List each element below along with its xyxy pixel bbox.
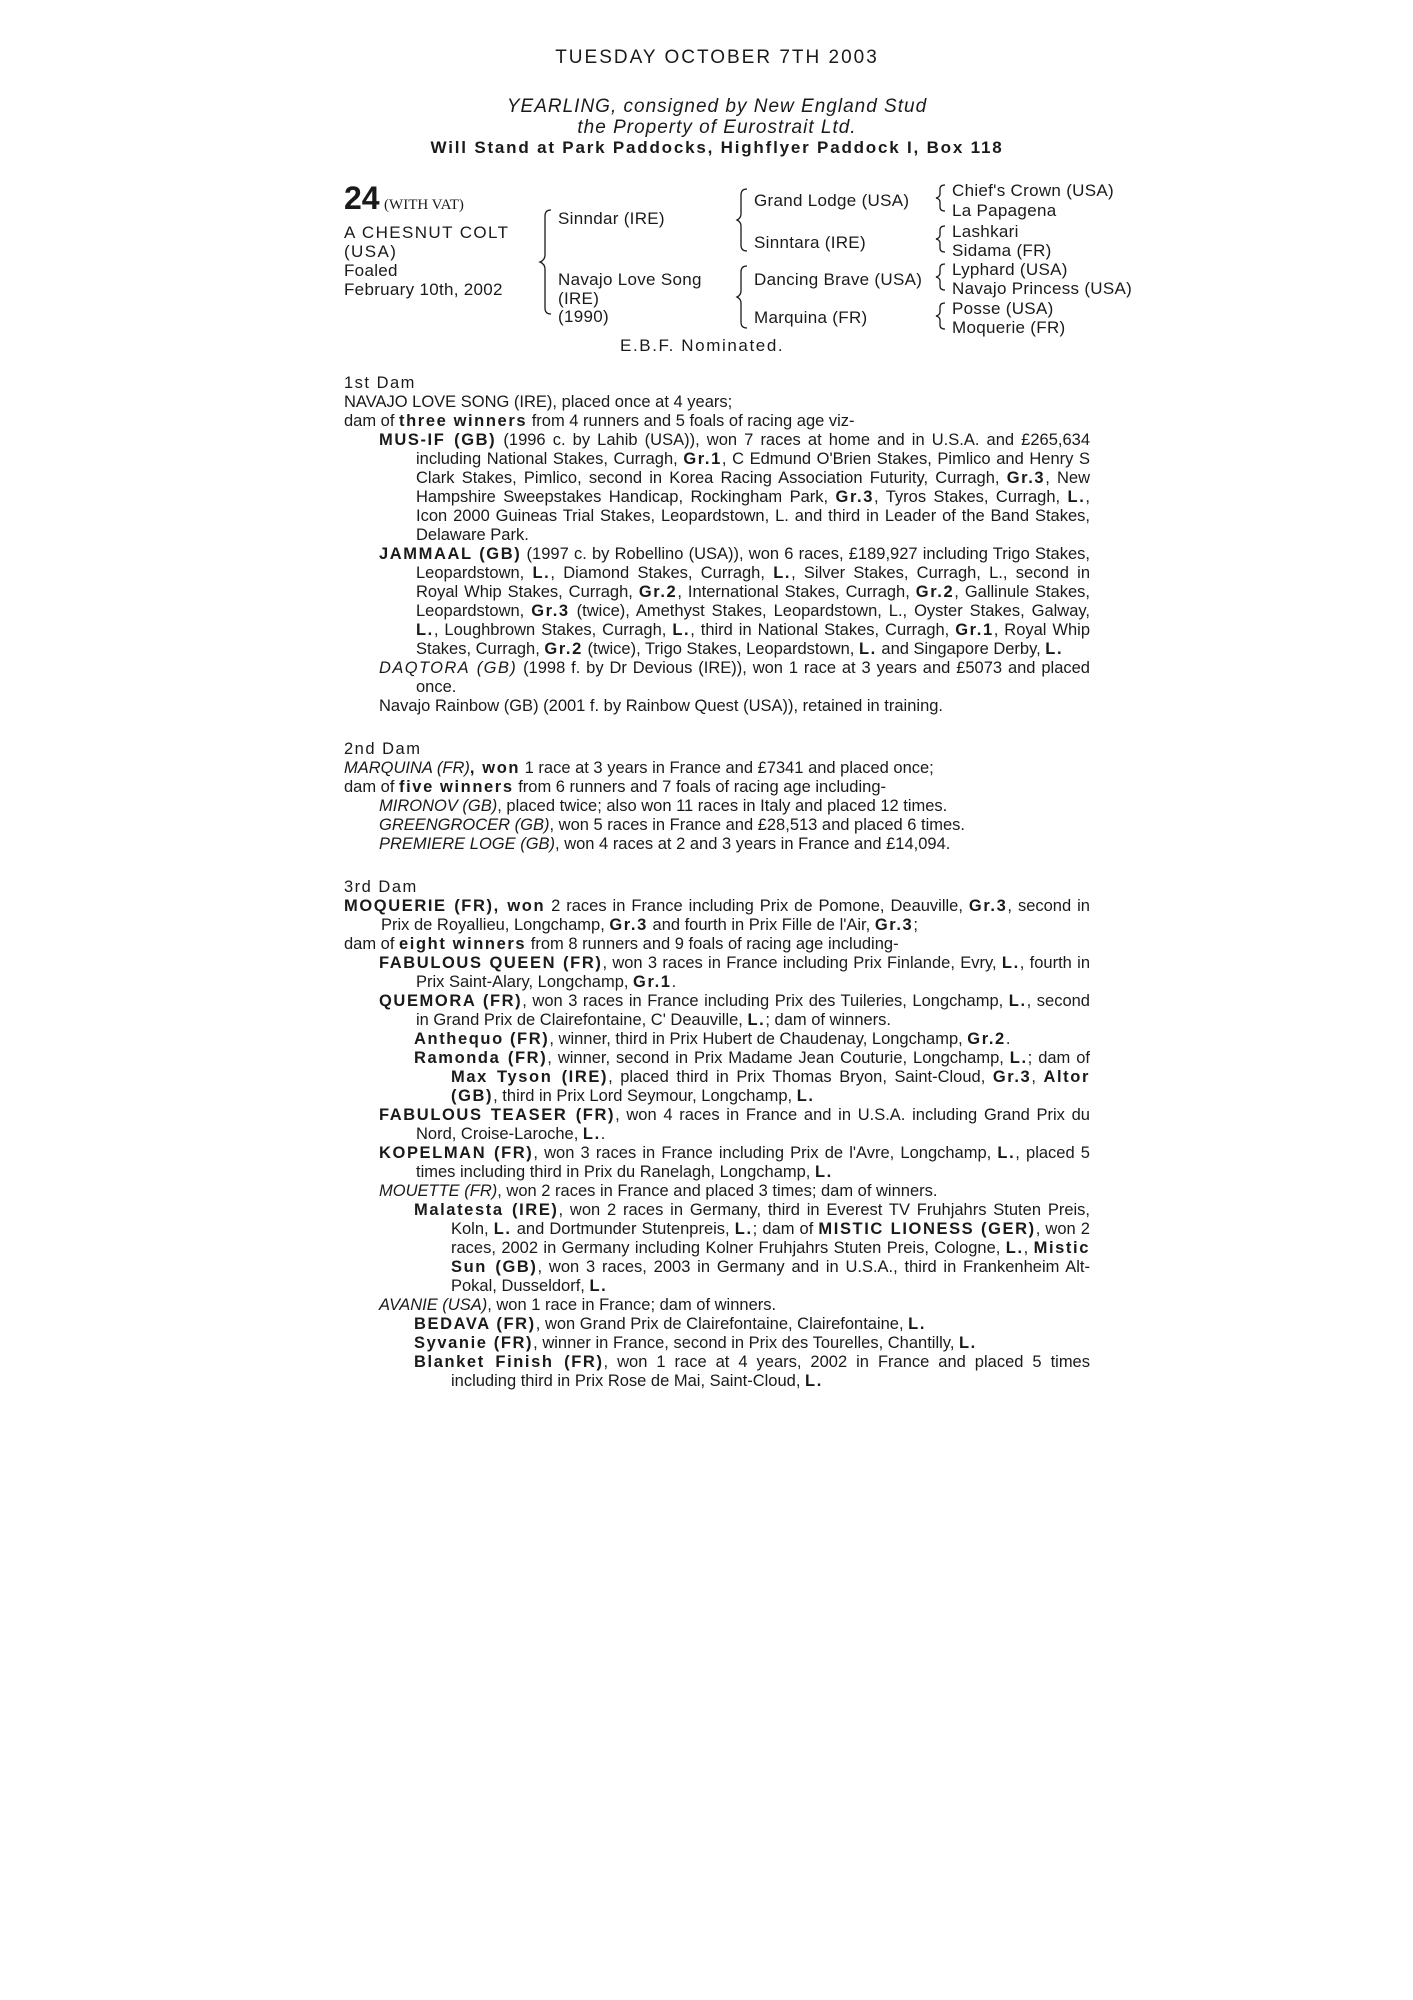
entry-mouette: MOUETTE (FR), won 2 races in France and placed 3 times; dam of winners. <box>379 1182 938 1200</box>
second-dam-line: MARQUINA (FR), won 1 race at 3 years in France and £7341 and placed once; <box>344 759 934 777</box>
sale-date: TUESDAY OCTOBER 7TH 2003 <box>555 47 879 68</box>
dds: Posse (USA) <box>952 299 1054 318</box>
dsd: Navajo Princess (USA) <box>952 279 1133 298</box>
lot-origin: (USA) <box>344 242 398 261</box>
first-dam-heading: 1st Dam <box>344 374 416 392</box>
second-dam-summary: dam of five winners from 6 runners and 7 foals of racing age including- <box>344 778 886 796</box>
ddd: Moquerie (FR) <box>952 318 1066 337</box>
entry-anthequo: Anthequo (FR), winner, third in Prix Hubert de Chaudenay, Longchamp, Gr.2. <box>414 1030 1011 1048</box>
sss: Chief's Crown (USA) <box>952 181 1114 200</box>
dam-name: Navajo Love Song <box>558 270 702 289</box>
sdd: Sidama (FR) <box>952 241 1052 260</box>
entry-daqtora: DAQTORA (GB) (1998 f. by Dr Devious (IRE)), won 1 race at 3 years and £5073 and placed once. <box>379 659 1090 696</box>
sire: Sinndar (IRE) <box>558 209 665 228</box>
entry-musif: MUS-IF (GB) (1996 c. by Lahib (USA)), won 7 races at home and in U.S.A. and £265,634 including National Stakes, Curragh, Gr.1, C Edmund O'Brien Stakes, Pimlico and Henry S Clark Stakes, Pimlico, second in Korea Racing Association Futurity, Curragh, Gr.3, New Hampshire Sweepstakes Handicap, Rockingham Park, Gr.3, Tyros Stakes, Curragh, L., Icon 2000 Guineas Trial Stakes, Leopardstown, L. and third in Leader of the Band Stakes, Delaware Park. <box>379 431 1091 544</box>
entry-fabulous-queen: FABULOUS QUEEN (FR), won 3 races in France including Prix Finlande, Evry, L., fourth in Prix Saint-Alary, Longchamp, Gr.1. <box>379 954 1091 991</box>
dam-origin: (IRE) <box>558 289 600 308</box>
entry-fabulous-teaser: FABULOUS TEASER (FR), won 4 races in France and in U.S.A. including Grand Prix du Nord, Croise-Laroche, L.. <box>379 1106 1090 1143</box>
consignor-line: YEARLING, consigned by New England Stud <box>506 96 928 117</box>
entry-jammaal: JAMMAAL (GB) (1997 c. by Robellino (USA)), won 6 races, £189,927 including Trigo Stakes, Leopardstown, L., Diamond Stakes, Curragh, L., Silver Stakes, Curragh, L., second in Royal Whip Stakes, Curragh, Gr.2, International Stakes, Curragh, Gr.2, Gallinule Stakes, Leopardstown, Gr.3 (twice), Amethyst Stakes, Leopardstown, L., Oyster Stakes, Galway, L., Loughbrown Stakes, Curragh, L., third in National Stakes, Curragh, Gr.1, Royal Whip Stakes, Curragh, Gr.2 (twice), Trigo Stakes, Leopardstown, L. and Singapore Derby, L. <box>379 545 1091 658</box>
first-dam-summary: dam of three winners from 4 runners and 5 foals of racing age viz- <box>344 412 855 430</box>
third-dam-line: MOQUERIE (FR), won 2 races in France including Prix de Pomone, Deauville, Gr.3, second in Prix de Royallieu, Longchamp, Gr.3 and fourth in Prix Fille de l'Air, Gr.3; <box>344 897 1090 934</box>
entry-kopelman: KOPELMAN (FR), won 3 races in France including Prix de l'Avre, Longchamp, L., placed 5 times including third in Prix du Ranelagh, Longchamp, L. <box>379 1144 1090 1181</box>
bracket-ss <box>936 185 945 211</box>
sire-dam: Sinntara (IRE) <box>754 233 866 252</box>
dam-year: (1990) <box>558 307 609 326</box>
dss: Lyphard (USA) <box>952 260 1068 279</box>
bracket-dam <box>737 266 747 328</box>
lot-number: 24 <box>344 180 380 216</box>
bracket-dd <box>936 303 945 329</box>
stable-location: Will Stand at Park Paddocks, Highflyer Paddock I, Box 118 <box>430 138 1004 157</box>
entry-navajo-rainbow: Navajo Rainbow (GB) (2001 f. by Rainbow Quest (USA)), retained in training. <box>379 697 944 715</box>
entry-malatesta: Malatesta (IRE), won 2 races in Germany, third in Everest TV Fruhjahrs Stuten Preis, Koln, L. and Dortmunder Stutenpreis, L.; dam of MISTIC LIONESS (GER), won 2 races, 2002 in Germany including Kolner Fruhjahrs Stuten Preis, Cologne, L., Mistic Sun (GB), won 3 races, 2003 in Germany and in U.S.A., third in Frankenheim Alt-Pokal, Dusseldorf, L. <box>414 1201 1090 1295</box>
entry-greengrocer: GREENGROCER (GB), won 5 races in France and £28,513 and placed 6 times. <box>379 816 966 834</box>
sire-sire: Grand Lodge (USA) <box>754 191 910 210</box>
bracket-parents <box>540 210 551 314</box>
produce-record <box>344 374 1090 1391</box>
dam-dam: Marquina (FR) <box>754 308 868 327</box>
entry-bedava: BEDAVA (FR), won Grand Prix de Clairefontaine, Clairefontaine, L. <box>414 1315 927 1333</box>
foaled-date: February 10th, 2002 <box>344 280 503 299</box>
third-dam-heading: 3rd Dam <box>344 878 418 896</box>
entry-premiere-loge: PREMIERE LOGE (GB), won 4 races at 2 and 3 years in France and £14,094. <box>379 835 951 853</box>
lot-description: A CHESNUT COLT <box>344 223 510 242</box>
second-dam-heading: 2nd Dam <box>344 740 422 758</box>
ebf-note: E.B.F. Nominated. <box>620 336 785 355</box>
dam-sire: Dancing Brave (USA) <box>754 270 923 289</box>
entry-ramonda: Ramonda (FR), winner, second in Prix Madame Jean Couturie, Longchamp, L.; dam of Max Tyson (IRE), placed third in Prix Thomas Bryon, Saint-Cloud, Gr.3, Altor (GB), third in Prix Lord Seymour, Longchamp, L. <box>414 1049 1090 1105</box>
property-line: the Property of Eurostrait Ltd. <box>577 117 857 138</box>
bracket-ds <box>936 264 945 290</box>
bracket-sire <box>737 189 747 251</box>
entry-syvanie: Syvanie (FR), winner in France, second in Prix des Tourelles, Chantilly, L. <box>414 1334 977 1352</box>
ssd: La Papagena <box>952 201 1057 220</box>
entry-blanket-finish: Blanket Finish (FR), won 1 race at 4 years, 2002 in France and placed 5 times including third in Prix Rose de Mai, Saint-Cloud, L. <box>414 1353 1090 1390</box>
vat-note: (WITH VAT) <box>384 197 464 213</box>
first-dam-line: NAVAJO LOVE SONG (IRE), placed once at 4 years; <box>344 393 733 411</box>
entry-mironov: MIRONOV (GB), placed twice; also won 11 races in Italy and placed 12 times. <box>379 797 948 815</box>
foaled-label: Foaled <box>344 261 398 280</box>
entry-avanie: AVANIE (USA), won 1 race in France; dam of winners. <box>379 1296 777 1314</box>
sds: Lashkari <box>952 222 1019 241</box>
third-dam-summary: dam of eight winners from 8 runners and 9 foals of racing age including- <box>344 935 899 953</box>
entry-quemora: QUEMORA (FR), won 3 races in France including Prix des Tuileries, Longchamp, L., second in Grand Prix de Clairefontaine, C' Deauville, L.; dam of winners. <box>379 992 1090 1029</box>
bracket-sd <box>936 226 945 252</box>
